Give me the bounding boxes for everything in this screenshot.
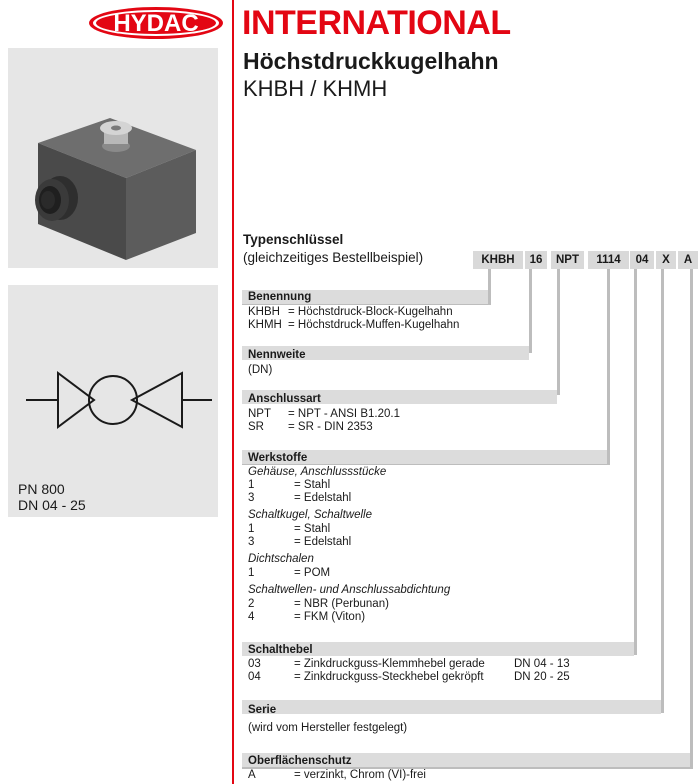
row-text: = Edelstahl xyxy=(294,492,352,504)
row-code: 1 xyxy=(248,567,255,579)
row-code: 3 xyxy=(248,536,255,548)
dn-value: DN 04 - 25 xyxy=(18,497,86,513)
row-text: = verzinkt, Chrom (VI)-frei xyxy=(294,769,426,781)
werkstoffe-group-1-row-2 xyxy=(248,492,351,505)
row-code: 4 xyxy=(248,611,255,623)
code-box-1114: 1114 xyxy=(588,251,629,269)
row-text: = Zinkdruckguss-Steckhebel gekröpft xyxy=(294,671,484,683)
row-code: KHMH xyxy=(248,319,282,331)
row-text: = Stahl xyxy=(294,523,331,535)
schalthebel-row-1 xyxy=(248,658,570,671)
row-code: NPT xyxy=(248,408,271,420)
werkstoffe-group-1-row-1 xyxy=(248,479,330,492)
section-title-anschlussart: Anschlussart xyxy=(248,393,321,405)
section-bar-serie xyxy=(242,700,661,714)
oberflaeche-row-1 xyxy=(248,769,426,782)
anschlussart-row-1 xyxy=(248,408,400,421)
schalthebel-row-2 xyxy=(248,671,570,684)
section-title-serie: Serie xyxy=(248,704,277,716)
row-text: = NPT - ANSI B1.20.1 xyxy=(288,408,400,420)
row-dn: DN 20 - 25 xyxy=(514,671,570,683)
werkstoffe-group-4-row-2 xyxy=(248,611,365,624)
werkstoffe-group-2-row-1 xyxy=(248,523,330,536)
code-box-x: X xyxy=(656,251,676,269)
benennung-row-1 xyxy=(248,306,453,319)
connector-04 xyxy=(634,268,637,654)
type-key-subheading: (gleichzeitiges Bestellbeispiel) xyxy=(243,250,424,265)
brand-international: INTERNATIONAL xyxy=(242,4,511,42)
row-text: = Stahl xyxy=(294,479,331,491)
pressure-nominal-diameter xyxy=(18,481,86,513)
row-code: 03 xyxy=(248,658,261,670)
row-text: = NBR (Perbunan) xyxy=(294,598,389,610)
connector-1114 xyxy=(607,268,610,464)
anschlussart-row-2 xyxy=(248,421,373,434)
benennung-row-2 xyxy=(248,319,459,332)
section-title-oberflaeche: Oberflächenschutz xyxy=(248,755,352,767)
ball-valve-symbol xyxy=(8,285,218,465)
row-text: = Höchstdruck-Muffen-Kugelhahn xyxy=(288,319,460,331)
werkstoffe-group-3-row-1 xyxy=(248,567,330,580)
section-title-nennweite: Nennweite xyxy=(248,349,306,361)
section-title-benennung: Benennung xyxy=(248,291,312,303)
row-code: 2 xyxy=(248,598,255,610)
row-text: = SR - DIN 2353 xyxy=(288,421,373,433)
section-title-werkstoffe: Werkstoffe xyxy=(248,452,308,464)
connector-x xyxy=(661,268,664,712)
connector-khbh xyxy=(488,268,491,304)
svg-text:HYDAC: HYDAC xyxy=(113,10,199,37)
ball-valve-block-image xyxy=(8,48,218,268)
type-key-heading: Typenschlüssel xyxy=(243,232,344,247)
connector-a xyxy=(690,268,693,768)
page-title: Höchstdruckkugelhahn xyxy=(243,48,499,74)
code-box-16: 16 xyxy=(525,251,547,269)
werkstoffe-group-4-row-1 xyxy=(248,598,389,611)
row-text: = FKM (Viton) xyxy=(294,611,366,623)
code-box-khbh: KHBH xyxy=(473,251,523,269)
page-subtitle: KHBH / KHMH xyxy=(243,76,388,101)
row-text: = POM xyxy=(294,567,331,579)
row-code: 04 xyxy=(248,671,261,683)
connector-npt xyxy=(557,268,560,394)
row-code: 1 xyxy=(248,523,255,535)
hydac-logo xyxy=(87,6,225,40)
werkstoffe-group-4-name: Schaltwellen- und Anschlussabdichtung xyxy=(248,584,451,596)
row-code: 3 xyxy=(248,492,255,504)
werkstoffe-group-3-name: Dichtschalen xyxy=(248,553,314,565)
row-dn: DN 04 - 13 xyxy=(514,658,570,670)
product-image-panel xyxy=(8,48,218,268)
row-code: 1 xyxy=(248,479,255,491)
row-code: A xyxy=(248,769,256,781)
row-code: SR xyxy=(248,421,264,433)
row-text: = Edelstahl xyxy=(294,536,352,548)
werkstoffe-group-2-name: Schaltkugel, Schaltwelle xyxy=(248,509,373,521)
section-title-schalthebel: Schalthebel xyxy=(248,644,313,656)
brand-divider-line xyxy=(232,0,234,784)
code-box-a: A xyxy=(678,251,698,269)
werkstoffe-group-1-name: Gehäuse, Anschlussstücke xyxy=(248,466,387,478)
row-text: = Höchstdruck-Block-Kugelhahn xyxy=(288,306,453,318)
code-box-npt: NPT xyxy=(551,251,584,269)
serie-line: (wird vom Hersteller festgelegt) xyxy=(248,722,408,734)
row-code: KHBH xyxy=(248,306,280,318)
pn-value: PN 800 xyxy=(18,481,65,497)
werkstoffe-group-2-row-2 xyxy=(248,536,351,549)
connector-16 xyxy=(529,268,532,352)
code-box-04: 04 xyxy=(630,251,654,269)
nennweite-line: (DN) xyxy=(248,364,273,376)
row-text: = Zinkdruckguss-Klemmhebel gerade xyxy=(294,658,485,670)
